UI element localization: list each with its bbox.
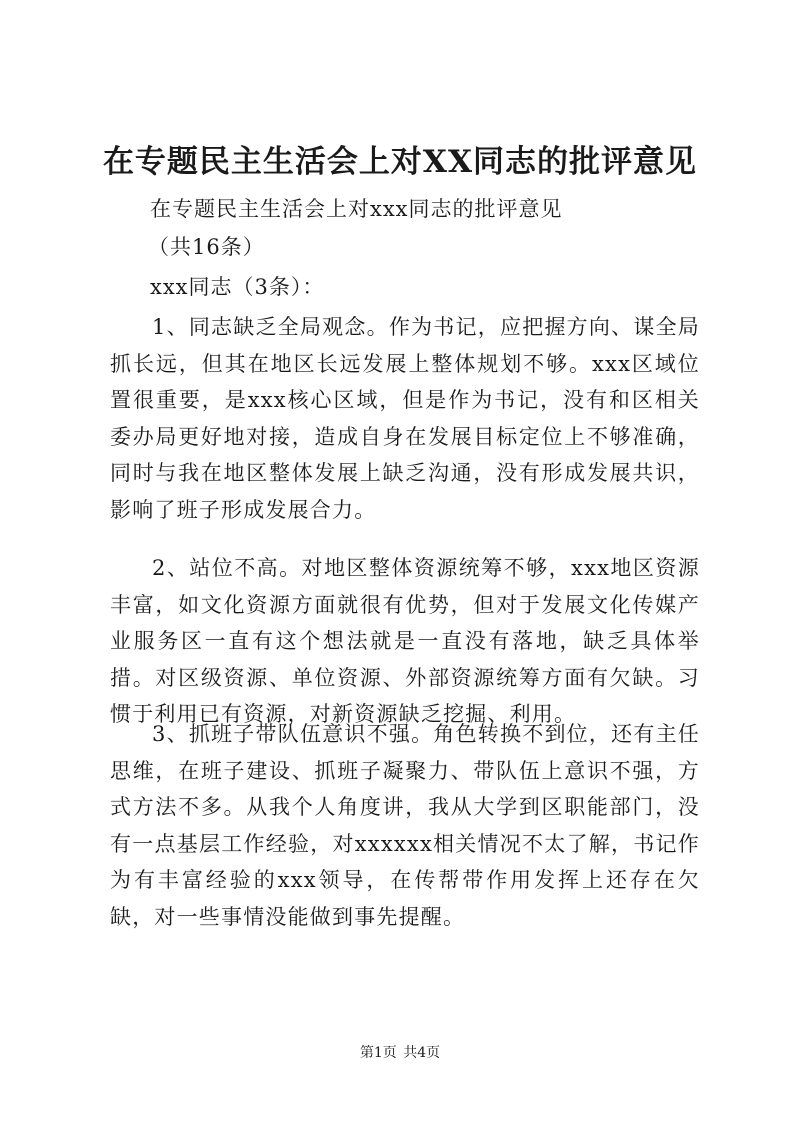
count-note: （共16条） [148,235,265,259]
paragraph-1: 1、同志缺乏全局观念。作为书记，应把握方向、谋全局抓长远，但其在地区长远发展上整体规划不够。xxx区域位置很重要，是xxx核心区域，但是作为书记，没有和区相关委办局更好地对接，造成自身在发展目标定位上不够准确，同时与我在地区整体发展上缺乏沟通，没有形成发展共识，影响了班子形成发展合力。 [110,315,700,522]
paragraph-3: 3、抓班子带队伍意识不强。角色转换不到位，还有主任思维，在班子建设、抓班子凝聚力、带队伍上意识不强，方式方法不多。从我个人角度讲，我从大学到区职能部门，没有一点基层工作经验，对xxxxxx相关情况不太了解，书记作为有丰富经验的xxx领导，在传帮带作用发挥上还存在欠缺，对一些事情没能做到事先提醒。 [110,722,700,929]
document-subtitle: 在专题民主生活会上对xxx同志的批评意见 [150,197,563,221]
section-heading: xxx同志（3条）： [150,275,325,299]
page-total: 共4页 [403,1045,441,1061]
page-footer [0,1043,800,1063]
document-title: 在专题民主生活会上对XX同志的批评意见 [102,144,698,180]
page-number: 第1页 [359,1045,397,1061]
paragraph-2: 2、站位不高。对地区整体资源统筹不够，xxx地区资源丰富，如文化资源方面就很有优势，但对于发展文化传媒产业服务区一直有这个想法就是一直没有落地，缺乏具体举措。对区级资源、单位资源、外部资源统筹方面有欠缺。习惯于利用已有资源，对新资源缺乏挖掘、利用。 [110,556,700,726]
